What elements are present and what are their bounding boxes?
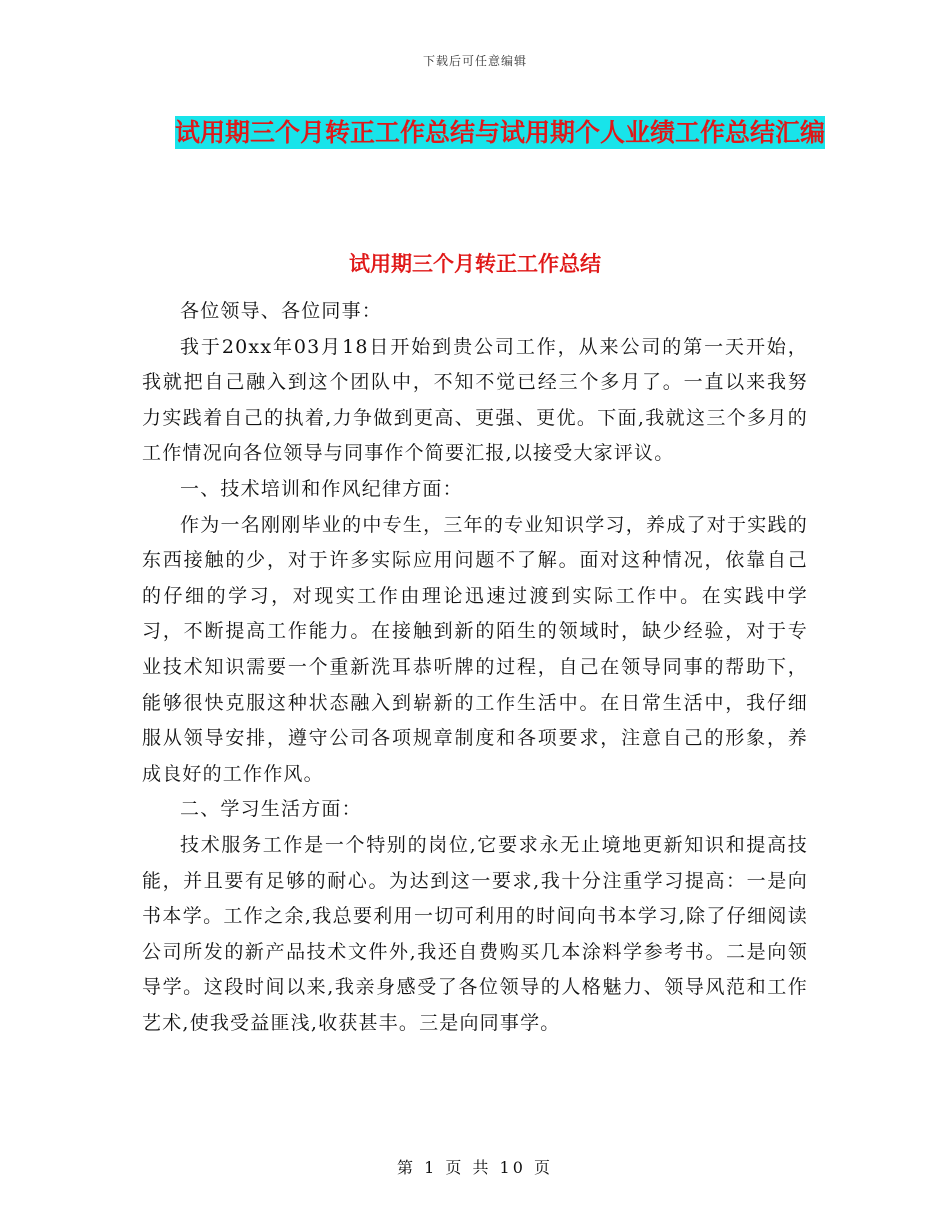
- paragraph-training: 作为一名刚刚毕业的中专生，三年的专业知识学习，养成了对于实践的东西接触的少，对于许多实际应用问题不了解。面对这种情况，依靠自己的仔细的学习，对现实工作由理论迅速过渡到实际工作中。在实践中学习，不断提高工作能力。在接触到新的陌生的领域时，缺少经验，对于专业技术知识需要一个重新洗耳恭听牌的过程，自己在领导同事的帮助下，能够很快克服这种状态融入到崭新的工作生活中。在日常生活中，我仔细服从领导安排，遵守公司各项规章制度和各项要求，注意自己的形象，养成良好的工作作风。: [142, 513, 808, 785]
- paragraph-intro: 我于20xx年03月18日开始到贵公司工作，从来公司的第一天开始，我就把自己融入到这个团队中，不知不觉已经三个多月了。一直以来我努力实践着自己的执着,力争做到更高、更强、更优。下面,我就这三个多月的工作情况向各位领导与同事作个简要汇报,以接受大家评议。: [142, 335, 808, 465]
- paragraph-salutation: 各位领导、各位同事：: [180, 300, 383, 322]
- section-title: 试用期三个月转正工作总结: [349, 251, 601, 276]
- document-body: [142, 294, 808, 1041]
- paragraph-study: 技术服务工作是一个特别的岗位,它要求永无止境地更新知识和提高技能，并且要有足够的耐心。为达到这一要求,我十分注重学习提高：一是向书本学。工作之余,我总要利用一切可利用的时间向书本学习,除了仔细阅读公司所发的新产品技术文件外,我还自费购买几本涂料学参考书。二是向领导学。这段时间以来,我亲身感受了各位领导的人格魅力、领导风范和工作艺术,使我受益匪浅,收获甚丰。三是向同事学。: [142, 833, 808, 1034]
- paragraph-heading-2: 二、学习生活方面：: [180, 798, 362, 821]
- document-title-text: 试用期三个月转正工作总结与试用期个人业绩工作总结汇编: [174, 118, 825, 147]
- page-footer: 第 1 页 共 10 页: [397, 1158, 553, 1177]
- document-title: [140, 108, 860, 158]
- paragraph-heading-1: 一、技术培训和作风纪律方面：: [180, 477, 463, 500]
- header-note: 下载后可任意编辑: [422, 54, 527, 68]
